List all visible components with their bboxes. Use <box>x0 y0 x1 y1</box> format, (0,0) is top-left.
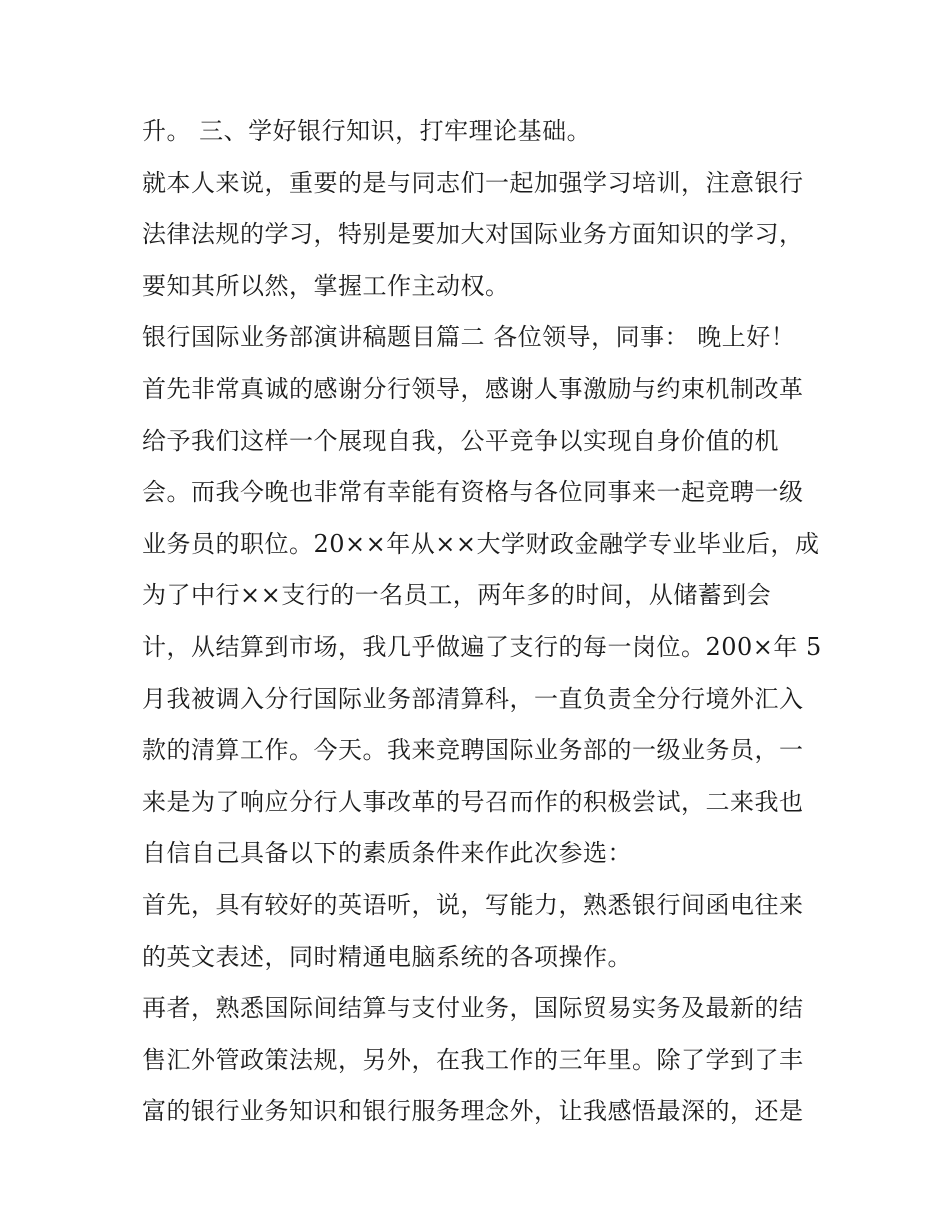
text-line: 首先，具有较好的英语听，说，写能力，熟悉银行间函电往来 <box>142 890 804 919</box>
text-line: 自信自己具备以下的素质条件来作此次参选： <box>142 839 632 868</box>
text-line: 款的清算工作。今天。我来竞聘国际业务部的一级业务员，一 <box>142 736 804 765</box>
text-line: 为了中行××支行的一名员工，两年多的时间，从储蓄到会 <box>142 581 772 610</box>
text-line: 再者，熟悉国际间结算与支付业务，国际贸易实务及最新的结 <box>142 994 804 1023</box>
text-line: 会。而我今晚也非常有幸能有资格与各位同事来一起竞聘一级 <box>142 478 804 507</box>
text-line: 富的银行业务知识和银行服务理念外，让我感悟最深的，还是 <box>142 1097 804 1126</box>
text-line: 银行国际业务部演讲稿题目篇二 各位领导，同事： 晚上好！ <box>142 323 796 352</box>
document-body <box>142 109 822 1141</box>
text-line: 法律法规的学习，特别是要加大对国际业务方面知识的学习， <box>142 220 804 249</box>
text-line: 给予我们这样一个展现自我，公平竞争以实现自身价值的机 <box>142 426 779 455</box>
text-line: 升。 三、学好银行知识，打牢理论基础。 <box>142 117 592 145</box>
text-line: 就本人来说，重要的是与同志们一起加强学习培训，注意银行 <box>142 168 804 197</box>
text-line: 月我被调入分行国际业务部清算科，一直负责全分行境外汇入 <box>142 684 804 713</box>
text-line: 售汇外管政策法规，另外，在我工作的三年里。除了学到了丰 <box>142 1045 804 1074</box>
text-line: 来是为了响应分行人事改革的号召而作的积极尝试，二来我也 <box>142 787 804 816</box>
text-line: 业务员的职位。20××年从××大学财政金融学专业毕业后，成 <box>142 529 820 558</box>
text-line: 计，从结算到市场，我几乎做遍了支行的每一岗位。200×年 5 <box>142 632 822 661</box>
text-line: 的英文表述，同时精通电脑系统的各项操作。 <box>142 942 632 971</box>
text-line: 要知其所以然，掌握工作主动权。 <box>142 271 510 300</box>
text-line: 首先非常真诚的感谢分行领导，感谢人事激励与约束机制改革 <box>142 374 804 403</box>
